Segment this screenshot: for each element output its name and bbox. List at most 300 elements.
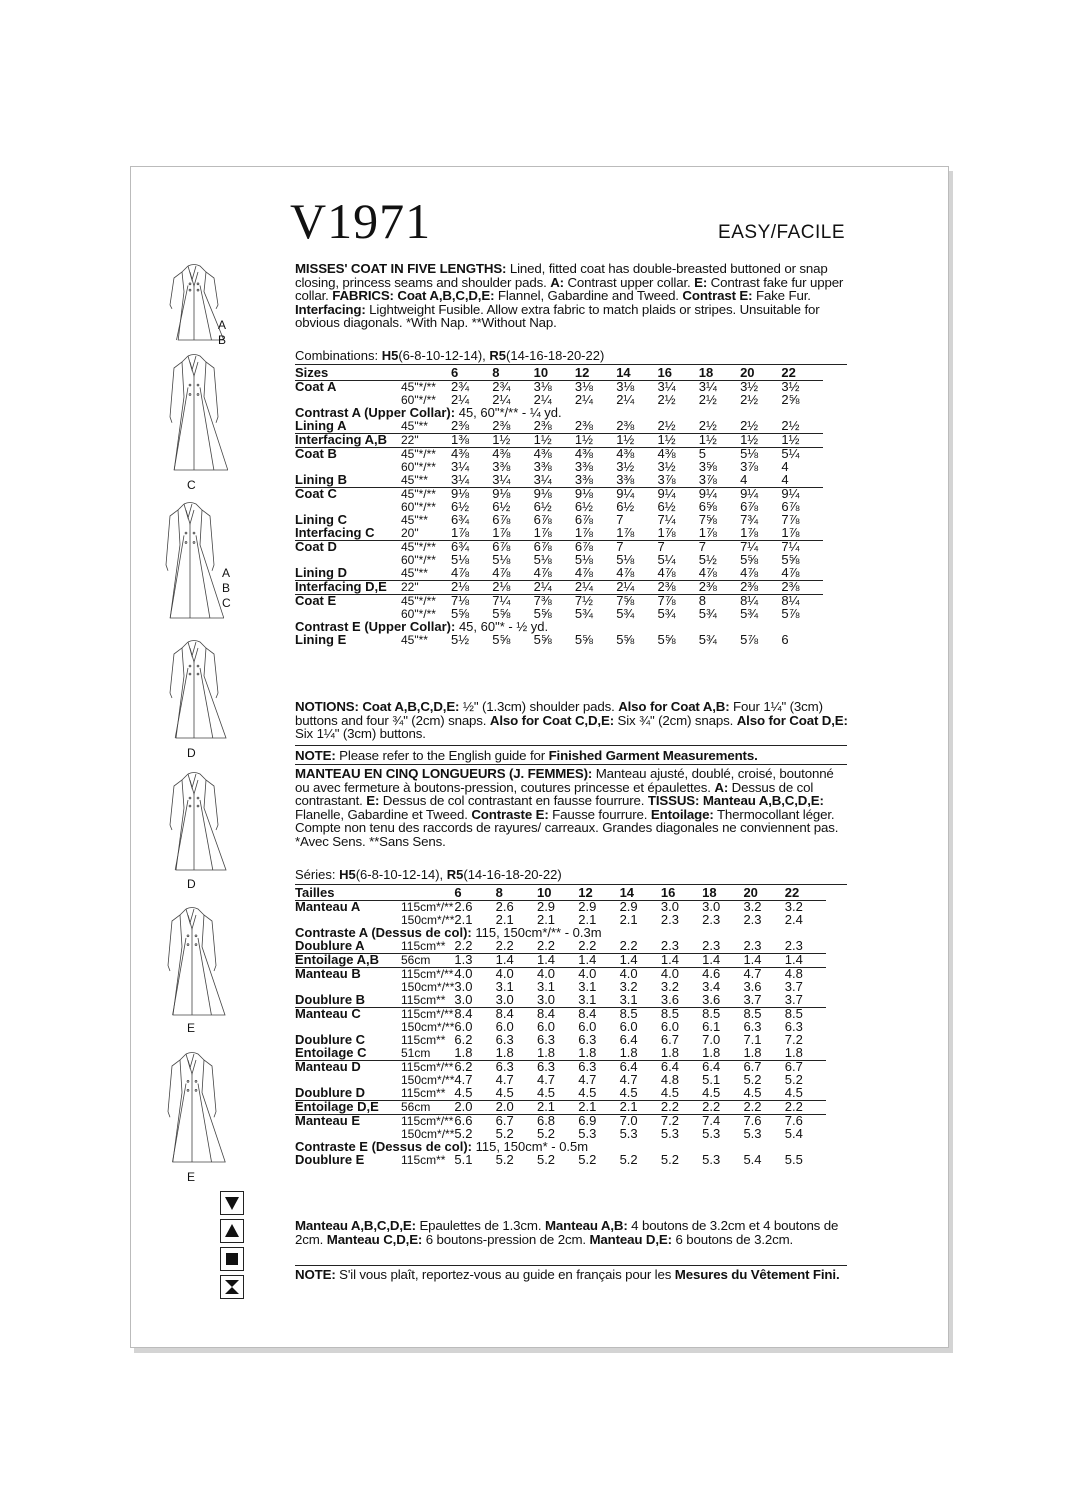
table-cell: 5¾	[616, 606, 635, 621]
table-cell: 5¾	[698, 606, 717, 621]
table-cell: 7¼	[781, 541, 822, 555]
fabric-width: 60"*/**	[401, 553, 436, 567]
row-label: Manteau D	[295, 1061, 401, 1075]
row-label: Lining C	[295, 512, 347, 527]
table-cell: 2.3	[660, 912, 679, 927]
row-label: Doublure C	[295, 1032, 366, 1047]
table-cell: 1⅜	[451, 434, 492, 448]
table-cell: 5⅝	[533, 606, 552, 621]
table-cell: 4⅞	[740, 565, 759, 580]
row-label: Coat D	[295, 541, 401, 555]
table-cell: 2.6	[454, 901, 495, 915]
table-cell: 6.4	[620, 1061, 661, 1075]
table-cell: 5.3	[702, 1126, 721, 1141]
table-cell: 2.2	[454, 938, 473, 953]
table-cell: 9¼	[781, 488, 822, 502]
table-cell: 6⅞	[492, 512, 511, 527]
row-label: Doublure E	[295, 1152, 365, 1167]
table-cell: 2½	[698, 392, 717, 407]
fabric-width: 150cm*/**	[401, 913, 455, 927]
note-en: NOTE: Please refer to the English guide for Finished Garment Measurements.	[295, 748, 758, 763]
table-cell: 5⅛	[451, 552, 470, 567]
table-cell: 4⅜	[451, 448, 492, 462]
table-cell: 7¾	[740, 512, 759, 527]
table-row	[295, 634, 823, 647]
table-cell: 4.5	[578, 1085, 597, 1100]
table-cell: 7.0	[620, 1115, 661, 1129]
table-cell: 6.3	[496, 1061, 537, 1075]
table-cell: 2.1	[578, 1101, 619, 1115]
fabric-width: 150cm*/**	[401, 1020, 455, 1034]
row-label: Interfacing D,E	[295, 581, 401, 595]
table-cell: 1½	[781, 434, 822, 448]
table-cell: 3⅛	[575, 381, 616, 395]
table-cell: 4	[740, 472, 748, 487]
header-cell: 18	[699, 367, 740, 381]
row-label: Manteau C	[295, 1008, 401, 1022]
table-cell: 6.0	[660, 1019, 679, 1034]
table-cell: 6½	[451, 499, 470, 514]
table-cell: 7.4	[702, 1115, 743, 1129]
table-cell: 3.2	[619, 979, 638, 994]
table-cell: 4⅜	[657, 448, 698, 462]
table-cell: 5.3	[743, 1126, 762, 1141]
table-cell: 5⅝	[451, 606, 470, 621]
row-label: Interfacing C	[295, 525, 375, 540]
header-cell: 10	[534, 367, 575, 381]
table-cell: 2⅜	[740, 581, 781, 595]
row-label: Doublure A	[295, 938, 365, 953]
table-cell: 3.0	[495, 992, 514, 1007]
table-cell: 4⅜	[492, 448, 533, 462]
table-cell: 6½	[574, 499, 593, 514]
table-cell: 5¾	[657, 606, 676, 621]
table-cell: 3.6	[743, 979, 762, 994]
table-cell: 4.5	[702, 1085, 721, 1100]
table-cell: 2⅜	[574, 418, 593, 433]
table-cell: 3¼	[657, 381, 698, 395]
table-cell: 2¼	[451, 392, 470, 407]
table-cell: 3⅞	[698, 472, 717, 487]
table-cell: 2.2	[661, 1101, 702, 1115]
table-cell: 2.1	[495, 912, 514, 927]
table-cell: 3.1	[619, 992, 638, 1007]
table-cell: 4.8	[785, 968, 826, 982]
table-cell: 1.4	[496, 954, 537, 968]
table-cell: 2.4	[784, 912, 803, 927]
table-cell: 1.8	[743, 1045, 762, 1060]
description-en: MISSES' COAT IN FIVE LENGTHS: Lined, fitted coat has double-breasted buttoned or snap closing, princess seams and shoulder pads. A: Contrast upper collar. E: Contrast fake fur upper collar. FABRICS: Coat A,B,C,D,E: Flannel, Gabardine and Tweed. Contrast E: Fake Fur. Interfacing: Lightweight Fusible. Allow extra fabric to match plaids or stripes. Unsuitable for obvious diagonals. *With Nap. **Without Nap.	[295, 261, 844, 331]
table-cell: 1⅞	[698, 525, 717, 540]
table-cell: 1.4	[702, 954, 743, 968]
table-cell: 3.0	[661, 901, 702, 915]
table-cell: 6.7	[496, 1115, 537, 1129]
table-cell: 5.2	[619, 1152, 638, 1167]
table-cell: 2.2	[743, 1101, 784, 1115]
table-cell: 9⅛	[534, 488, 575, 502]
table-cell: 2.1	[620, 1101, 661, 1115]
fabric-width: 20"	[401, 526, 419, 540]
fabric-width: 45"*/**	[401, 541, 451, 555]
table-cell: 4⅜	[616, 448, 657, 462]
table-cell: 2⅜	[533, 418, 552, 433]
difficulty-label: EASY/FACILE	[718, 222, 845, 243]
header-cell: 6	[451, 367, 492, 381]
fabric-width: 115cm*/**	[401, 1114, 454, 1128]
table-cell: 5⅛	[492, 552, 511, 567]
row-label: Entoilage C	[295, 1045, 367, 1060]
fabric-width: 115cm**	[401, 939, 446, 953]
table-cell: 4.5	[784, 1085, 803, 1100]
table-cell: 6.0	[578, 1019, 597, 1034]
header-cell: 18	[702, 887, 743, 901]
table-cell: 1.8	[454, 1045, 473, 1060]
table-cell: 2¼	[533, 392, 552, 407]
table-cell: 3.1	[536, 979, 556, 994]
table-cell: 5.2	[495, 1126, 514, 1141]
fabric-width: 45"*/**	[401, 381, 451, 395]
table-cell: 3⅜	[533, 459, 552, 474]
fabric-width: 45"**	[401, 513, 428, 527]
table-cell: 3⅛	[616, 381, 657, 395]
table-cell: 8¼	[781, 595, 822, 609]
row-label: Lining E	[295, 632, 347, 647]
table-cell: 5.2	[743, 1072, 762, 1087]
row-label: Manteau B	[295, 968, 401, 982]
header-cell: Sizes	[295, 367, 401, 381]
table-cell: 7¼	[657, 512, 676, 527]
table-cell: 4.7	[743, 968, 784, 982]
table-cell: 4⅞	[616, 565, 635, 580]
table-cell: 7	[616, 512, 624, 527]
table-cell: 3⅛	[534, 381, 575, 395]
table-cell: 8.4	[454, 1008, 495, 1022]
table-cell: 8.4	[578, 1008, 619, 1022]
header-cell: 16	[661, 887, 702, 901]
table-cell: 2½	[657, 392, 676, 407]
table-cell: 6.0	[495, 1019, 514, 1034]
notions-en: NOTIONS: Coat A,B,C,D,E: ½" (1.3cm) shoulder pads. Also for Coat A,B: Four 1¼" (3cm) buttons and four ¾" (2cm) snaps. Also for Coat C,D,E: Six ¾" (2cm) snaps. Also for Coat D,E: Six 1¼" (3cm) buttons.	[295, 699, 848, 742]
table-cell: 6⅝	[698, 499, 717, 514]
table-cell: 8	[699, 595, 740, 609]
fabric-width: 115cm*/**	[401, 1007, 454, 1021]
table-cell: 1½	[657, 434, 698, 448]
table-cell: 6.7	[660, 1032, 679, 1047]
table-cell: 8.5	[743, 1008, 784, 1022]
fabric-width: 115cm*/**	[401, 967, 454, 981]
table-cell: 1½	[575, 434, 616, 448]
table-cell: 1⅞	[574, 525, 593, 540]
table-cell: 5¼	[781, 448, 822, 462]
header-cell: 8	[492, 367, 533, 381]
table-cell: 6.8	[537, 1115, 578, 1129]
table-cell: 2.3	[743, 938, 762, 953]
table-cell: 1.4	[578, 954, 619, 968]
table-cell: 1.8	[619, 1045, 638, 1060]
table-cell: 9¼	[657, 488, 698, 502]
table-cell: 2⅜	[699, 581, 740, 595]
table-cell: 3¼	[451, 459, 470, 474]
table-cell: 2.3	[702, 938, 721, 953]
table-cell: 3.7	[784, 992, 803, 1007]
row-label: Doublure B	[295, 992, 366, 1007]
fabric-width: 45"**	[401, 419, 428, 433]
table-cell: 4.6	[702, 968, 743, 982]
table-cell: 2⅜	[616, 418, 635, 433]
table-cell: 6¾	[451, 541, 492, 555]
pattern-number: V1971	[290, 193, 432, 249]
table-cell: 5.2	[660, 1152, 679, 1167]
table-cell: 9⅛	[451, 488, 492, 502]
view-label: E	[187, 1170, 196, 1184]
table-cell: 4⅜	[575, 448, 616, 462]
table-cell: 4.7	[454, 1072, 473, 1087]
table-row	[295, 1154, 826, 1167]
table-cell: 2½	[740, 392, 759, 407]
table-cell: 1.8	[495, 1045, 514, 1060]
table-cell: 4.5	[619, 1085, 638, 1100]
table-cell: 5.2	[454, 1126, 473, 1141]
table-cell: 8.5	[785, 1008, 826, 1022]
table-cell: 9¼	[740, 488, 781, 502]
pattern-symbols	[220, 1191, 244, 1303]
table-cell: 5⅛	[740, 448, 781, 462]
table-cell: 8.4	[537, 1008, 578, 1022]
table-cell: 4	[781, 459, 789, 474]
table-cell: 4.0	[661, 968, 702, 982]
table-cell: 6½	[657, 499, 676, 514]
view-label: A B C	[222, 566, 231, 610]
table-cell: 5.1	[702, 1072, 721, 1087]
table-cell: 5.2	[536, 1126, 556, 1141]
table-cell: 7¼	[492, 595, 533, 609]
table-cell: 5¾	[574, 606, 593, 621]
description-fr: MANTEAU EN CINQ LONGUEURS (J. FEMMES): Manteau ajusté, doublé, croisé, boutonné ou avec fermeture à boutons-pression, coutures princesse et épaulettes. A: Dessus de col contrastant. E: Dessus de col contrastant en fausse fourrure. TISSUS: Manteau A,B,C,D,E: Flanelle, Gabardine et Tweed. Contraste E: Fausse fourrure. Entoilage: Thermocollant léger. Compte non tenu des raccords de rayures/ carreaux. Grandes diagonales ne conviennent pas. *Avec Sens. **Sans Sens.	[295, 766, 839, 849]
table-cell: 6.3	[537, 1061, 578, 1075]
table-cell: 6.2	[454, 1061, 495, 1075]
table-cell: 2.9	[620, 901, 661, 915]
table-cell: 1⅞	[533, 525, 552, 540]
fabric-width: 115cm*/**	[401, 900, 454, 914]
table-cell: 3⅜	[616, 472, 635, 487]
table-cell: 4⅜	[534, 448, 575, 462]
fabric-width: 60"*/**	[401, 607, 436, 621]
table-cell: 5⅛	[574, 552, 593, 567]
table-cell: 1⅞	[492, 525, 511, 540]
view-label: A B	[218, 318, 227, 347]
table-cell: 3.2	[785, 901, 826, 915]
coat-figure-d2	[160, 770, 228, 874]
table-cell: 6⅞	[533, 512, 552, 527]
table-cell: 6.3	[536, 1032, 556, 1047]
table-cell: 3¼	[699, 381, 740, 395]
table-cell: 2¼	[616, 581, 657, 595]
table-cell: 6⅞	[740, 499, 759, 514]
fabric-width: 115cm**	[401, 1153, 446, 1167]
table-cell: 5⅝	[740, 552, 759, 567]
table-cell: 3.6	[702, 992, 721, 1007]
table-cell: 3.1	[495, 979, 514, 994]
table-cell: 1.8	[660, 1045, 679, 1060]
table-cell: 1½	[492, 434, 533, 448]
fabric-width: 115cm*/**	[401, 1060, 454, 1074]
table-cell: 6½	[616, 499, 635, 514]
table-cell: 5¼	[657, 552, 676, 567]
table-cell: 5.3	[619, 1126, 638, 1141]
fabric-width: 45"**	[401, 473, 428, 487]
table-cell: 6.7	[743, 1061, 784, 1075]
fabric-width: 115cm**	[401, 993, 446, 1007]
coat-figure-e1	[158, 905, 226, 1019]
table-cell: 6½	[492, 499, 511, 514]
note-fr: NOTE: S'il vous plaît, reportez-vous au guide en français pour les Mesures du Vêtement Fini.	[295, 1267, 840, 1282]
fabric-width: 45"**	[401, 566, 428, 580]
table-cell: 4.5	[743, 1085, 762, 1100]
row-label: Doublure D	[295, 1085, 366, 1100]
table-cell: 4	[781, 472, 789, 487]
table-cell: 2.6	[496, 901, 537, 915]
row-label: Manteau A	[295, 901, 401, 915]
row-label: Entoilage A,B	[295, 954, 401, 968]
fabric-width: 45"*/**	[401, 448, 451, 462]
table-cell: 4.0	[578, 968, 619, 982]
table-cell: 5.4	[743, 1152, 762, 1167]
table-cell: 5.2	[784, 1072, 803, 1087]
table-cell: 1½	[699, 434, 740, 448]
table-cell: 3⅝	[698, 459, 717, 474]
fabric-width: 150cm*/**	[401, 1127, 455, 1141]
table-cell: 3.2	[743, 901, 784, 915]
table-cell: 5.3	[702, 1152, 721, 1167]
table-cell: 1.4	[620, 954, 661, 968]
table-cell: 6.6	[454, 1115, 495, 1129]
header-cell: 22	[785, 887, 826, 901]
table-cell: 7.6	[743, 1115, 784, 1129]
table-cell: 3.1	[578, 979, 597, 994]
table-cell: 1⅞	[740, 525, 759, 540]
table-cell: 2⅜	[781, 581, 822, 595]
table-cell: 5⅞	[740, 632, 759, 647]
table-cell: 3⅜	[574, 459, 593, 474]
table-cell: 3.0	[454, 979, 473, 994]
table-cell: 6	[781, 632, 789, 647]
header-cell: 10	[537, 887, 578, 901]
header-cell: 14	[620, 887, 661, 901]
view-label: E	[187, 1021, 196, 1035]
table-cell: 4⅞	[781, 565, 800, 580]
table-cell: 1.4	[537, 954, 578, 968]
table-cell: 1.8	[784, 1045, 803, 1060]
fabric-width: 45"**	[401, 633, 428, 647]
table-cell: 5.2	[495, 1152, 514, 1167]
table-cell: 1.4	[743, 954, 784, 968]
table-cell: 6.9	[578, 1115, 619, 1129]
table-cell: 9¼	[699, 488, 740, 502]
table-cell: 7⅝	[616, 595, 657, 609]
table-cell: 3½	[657, 459, 676, 474]
fabric-width: 22"	[401, 434, 451, 448]
table-cell: 2.2	[536, 938, 556, 953]
table-cell: 3.0	[454, 992, 473, 1007]
row-label: Interfacing A,B	[295, 434, 401, 448]
table-cell: 6.0	[536, 1019, 556, 1034]
table-cell: 2¼	[616, 392, 635, 407]
table-cell: 6.3	[743, 1019, 762, 1034]
table-cell: 7	[699, 541, 740, 555]
header-cell: Tailles	[295, 887, 401, 901]
table-cell: 5⅝	[492, 606, 511, 621]
table-cell: 5	[699, 448, 740, 462]
table-cell: 2.2	[495, 938, 514, 953]
table-row: Contrast E (Upper Collar): 45, 60"* - ½ yd.	[295, 619, 549, 634]
table-cell: 8.5	[661, 1008, 702, 1022]
table-cell: 2¾	[492, 381, 533, 395]
table-cell: 2¾	[451, 381, 492, 395]
fabric-width: 115cm**	[401, 1086, 446, 1100]
table-cell: 1.4	[661, 954, 702, 968]
fabric-width: 60"*/**	[401, 460, 436, 474]
table-cell: 6½	[533, 499, 552, 514]
table-cell: 6⅞	[781, 499, 800, 514]
table-cell: 7⅛	[451, 595, 492, 609]
table-cell: 1⅞	[616, 525, 635, 540]
triangle-down-icon	[220, 1191, 244, 1215]
table-cell: 8.5	[702, 1008, 743, 1022]
table-cell: 3½	[740, 381, 781, 395]
table-cell: 6.3	[578, 1061, 619, 1075]
table-cell: 2.9	[578, 901, 619, 915]
table-cell: 4.0	[537, 968, 578, 982]
table-cell: 7	[657, 541, 698, 555]
table-cell: 2⅛	[492, 581, 533, 595]
table-cell: 1.3	[454, 954, 495, 968]
table-cell: 4⅞	[698, 565, 717, 580]
view-label: D	[187, 877, 196, 891]
table-cell: 6.3	[784, 1019, 803, 1034]
table-cell: 5¾	[740, 606, 759, 621]
table-cell: 6⅞	[575, 541, 616, 555]
fabric-width: 22"	[401, 581, 451, 595]
table-cell: 6.4	[661, 1061, 702, 1075]
table-cell: 1⅞	[451, 525, 470, 540]
table-cell: 8.4	[496, 1008, 537, 1022]
table-cell: 4.7	[536, 1072, 556, 1087]
table-cell: 2¼	[492, 392, 511, 407]
row-label: Manteau E	[295, 1115, 401, 1129]
fabric-width: 60"*/**	[401, 393, 436, 407]
header-cell: 12	[575, 367, 616, 381]
table-cell: 3½	[616, 459, 635, 474]
combinations-fr: Séries: H5(6-8-10-12-14), R5(14-16-18-20-22)	[295, 867, 562, 882]
table-cell: 3.0	[536, 992, 556, 1007]
table-cell: 6.3	[495, 1032, 514, 1047]
table-cell: 1½	[740, 434, 781, 448]
table-cell: 5⅝	[492, 632, 511, 647]
table-cell: 3⅜	[492, 459, 511, 474]
row-label: Coat C	[295, 488, 401, 502]
table-cell: 5¾	[698, 632, 717, 647]
table-cell: 2.3	[702, 912, 721, 927]
yardage-table-en	[295, 367, 823, 647]
table-cell: 2⅛	[451, 581, 492, 595]
table-cell: 2¼	[574, 392, 593, 407]
table-cell: 3.0	[702, 901, 743, 915]
table-cell: 4⅞	[492, 565, 511, 580]
table-cell: 2.1	[578, 912, 597, 927]
table-cell: 2.2	[578, 938, 597, 953]
table-cell: 7.2	[661, 1115, 702, 1129]
table-cell: 2.3	[660, 938, 679, 953]
